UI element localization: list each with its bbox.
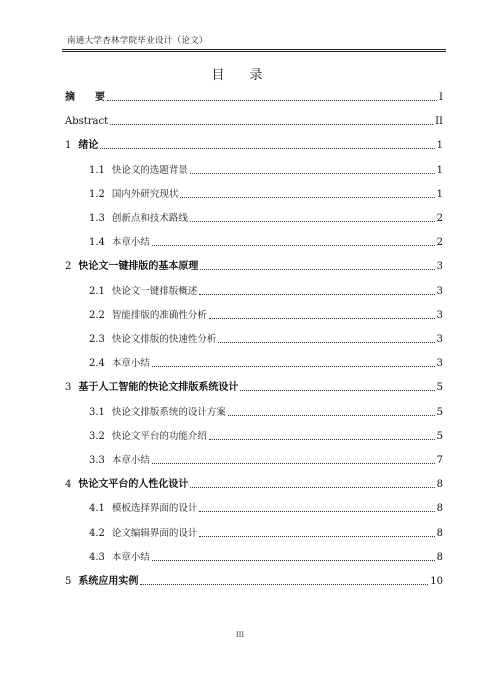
running-header: 南通大学杏林学院毕业设计（论文） <box>67 36 208 46</box>
dot-leader <box>209 318 435 319</box>
toc-entry-page: 8 <box>436 551 443 563</box>
toc-entry-number: 5 <box>65 576 72 587</box>
toc-entry-page: 1 <box>436 164 443 176</box>
toc-entry-number: 3 <box>65 382 72 394</box>
toc-section-entry[interactable] <box>89 235 443 249</box>
toc-entry-page: 8 <box>436 479 443 491</box>
toc-entry-number: 1.2 <box>89 188 105 200</box>
toc-entry-label: 国内外研究现状 <box>111 188 179 200</box>
toc-section-entry[interactable] <box>89 501 443 515</box>
toc-entry-page: 5 <box>436 430 443 442</box>
toc-entry-label: 绪论 <box>78 140 99 152</box>
toc-entry-label: 快论文一键排版的基本原理 <box>78 261 199 273</box>
toc-entry-page: 5 <box>436 406 443 418</box>
toc-section-entry[interactable] <box>89 356 443 370</box>
toc-entry-label: 本章小结 <box>111 237 150 249</box>
dot-leader <box>209 439 435 440</box>
toc-section-entry[interactable] <box>89 308 443 322</box>
toc-chapter-entry[interactable] <box>65 138 443 152</box>
dot-leader <box>152 366 435 367</box>
toc-entry-number: 1.3 <box>89 213 105 224</box>
toc-chapter-entry[interactable] <box>65 114 443 128</box>
toc-entry-page: 5 <box>436 382 443 394</box>
toc-entry-label: 模板选择界面的设计 <box>111 503 198 515</box>
toc-entry-label: 快论文的选题背景 <box>111 164 188 176</box>
toc-entry-page: 2 <box>436 213 443 224</box>
dot-leader <box>152 245 435 246</box>
toc-entry-label: 快论文一键排版概述 <box>111 285 198 297</box>
dot-leader <box>199 536 434 537</box>
toc-section-entry[interactable] <box>89 211 443 225</box>
toc-chapter-entry[interactable] <box>65 90 443 104</box>
dot-leader <box>228 415 435 416</box>
toc-chapter-entry[interactable] <box>65 574 443 588</box>
dot-leader <box>152 560 435 561</box>
toc-entry-label: Abstract <box>65 116 109 128</box>
toc-entry-page: I <box>439 92 443 103</box>
dot-leader <box>199 294 434 295</box>
toc-section-entry[interactable] <box>89 526 443 540</box>
header-rule <box>62 49 446 50</box>
dot-leader <box>218 342 434 343</box>
toc-entry-page: 3 <box>436 334 443 345</box>
toc-section-entry[interactable] <box>89 332 443 346</box>
toc-title: 目 录 <box>211 68 269 83</box>
toc-entry-number: 2.4 <box>89 358 105 370</box>
dot-leader <box>190 487 434 488</box>
toc-entry-page: 3 <box>436 261 443 273</box>
toc-entry-label: 摘 要 <box>65 92 105 103</box>
toc-entry-page: 8 <box>436 503 443 515</box>
toc-entry-number: 3.1 <box>89 406 105 418</box>
toc-entry-number: 4.3 <box>89 551 105 563</box>
toc-entry-label: 本章小结 <box>111 551 150 563</box>
toc-entry-number: 2.2 <box>89 309 105 321</box>
toc-entry-page: 7 <box>436 455 443 466</box>
dot-leader <box>240 390 434 391</box>
toc-section-entry[interactable] <box>89 187 443 201</box>
toc-entry-page: 8 <box>436 527 443 539</box>
toc-entry-label: 本章小结 <box>111 455 150 466</box>
toc-entry-page: 10 <box>430 576 443 587</box>
toc-entry-page: 2 <box>436 237 443 249</box>
toc-entry-number: 2 <box>65 261 72 273</box>
toc-entry-label: 快论文排版系统的设计方案 <box>111 406 226 418</box>
toc-entry-page: 3 <box>436 285 443 297</box>
toc-entry-number: 2.3 <box>89 334 105 345</box>
toc-entry-label: 快论文平台的人性化设计 <box>78 479 189 491</box>
toc-section-entry[interactable] <box>89 429 443 443</box>
toc-entry-label: 智能排版的准确性分析 <box>111 309 207 321</box>
toc-entry-number: 2.1 <box>89 285 105 297</box>
dot-leader <box>199 511 434 512</box>
toc-entry-number: 4.1 <box>89 503 105 515</box>
dot-leader <box>180 197 434 198</box>
toc-entry-page: 3 <box>436 309 443 321</box>
toc-entry-page: 3 <box>436 358 443 370</box>
toc-entry-label: 创新点和技术路线 <box>111 213 188 224</box>
toc-entry-number: 1 <box>65 140 72 152</box>
dot-leader <box>200 269 434 270</box>
toc-entry-number: 3.2 <box>89 430 105 442</box>
toc-entry-label: 快论文平台的功能介绍 <box>111 430 207 442</box>
toc-chapter-entry[interactable] <box>65 259 443 273</box>
page-number: III <box>235 631 245 639</box>
dot-leader <box>100 148 434 149</box>
toc-section-entry[interactable] <box>89 163 443 177</box>
toc-section-entry[interactable] <box>89 453 443 467</box>
dot-leader <box>107 100 437 101</box>
toc-entry-page: II <box>435 116 443 128</box>
toc-entry-label: 论文编辑界面的设计 <box>111 527 198 539</box>
toc-chapter-entry[interactable] <box>65 380 443 394</box>
dot-leader <box>140 584 428 585</box>
header-rule-thin <box>62 51 446 52</box>
toc-entry-label: 本章小结 <box>111 358 150 370</box>
toc-entry-page: 1 <box>436 188 443 200</box>
toc-section-entry[interactable] <box>89 550 443 564</box>
toc-entry-number: 1.1 <box>89 164 105 176</box>
toc-entry-number: 4.2 <box>89 527 105 539</box>
toc-entry-number: 3.3 <box>89 455 105 466</box>
toc-section-entry[interactable] <box>89 284 443 298</box>
dot-leader <box>152 463 435 464</box>
toc-entry-number: 1.4 <box>89 237 105 249</box>
toc-section-entry[interactable] <box>89 405 443 419</box>
toc-entry-page: 1 <box>436 140 443 152</box>
toc-chapter-entry[interactable] <box>65 477 443 491</box>
dot-leader <box>190 221 435 222</box>
toc-entry-label: 快论文排版的快速性分析 <box>111 334 217 345</box>
dot-leader <box>110 124 433 125</box>
toc-entry-label: 系统应用实例 <box>78 576 139 587</box>
toc-entry-label: 基于人工智能的快论文排版系统设计 <box>78 382 239 394</box>
dot-leader <box>190 173 435 174</box>
toc-entry-number: 4 <box>65 479 72 491</box>
